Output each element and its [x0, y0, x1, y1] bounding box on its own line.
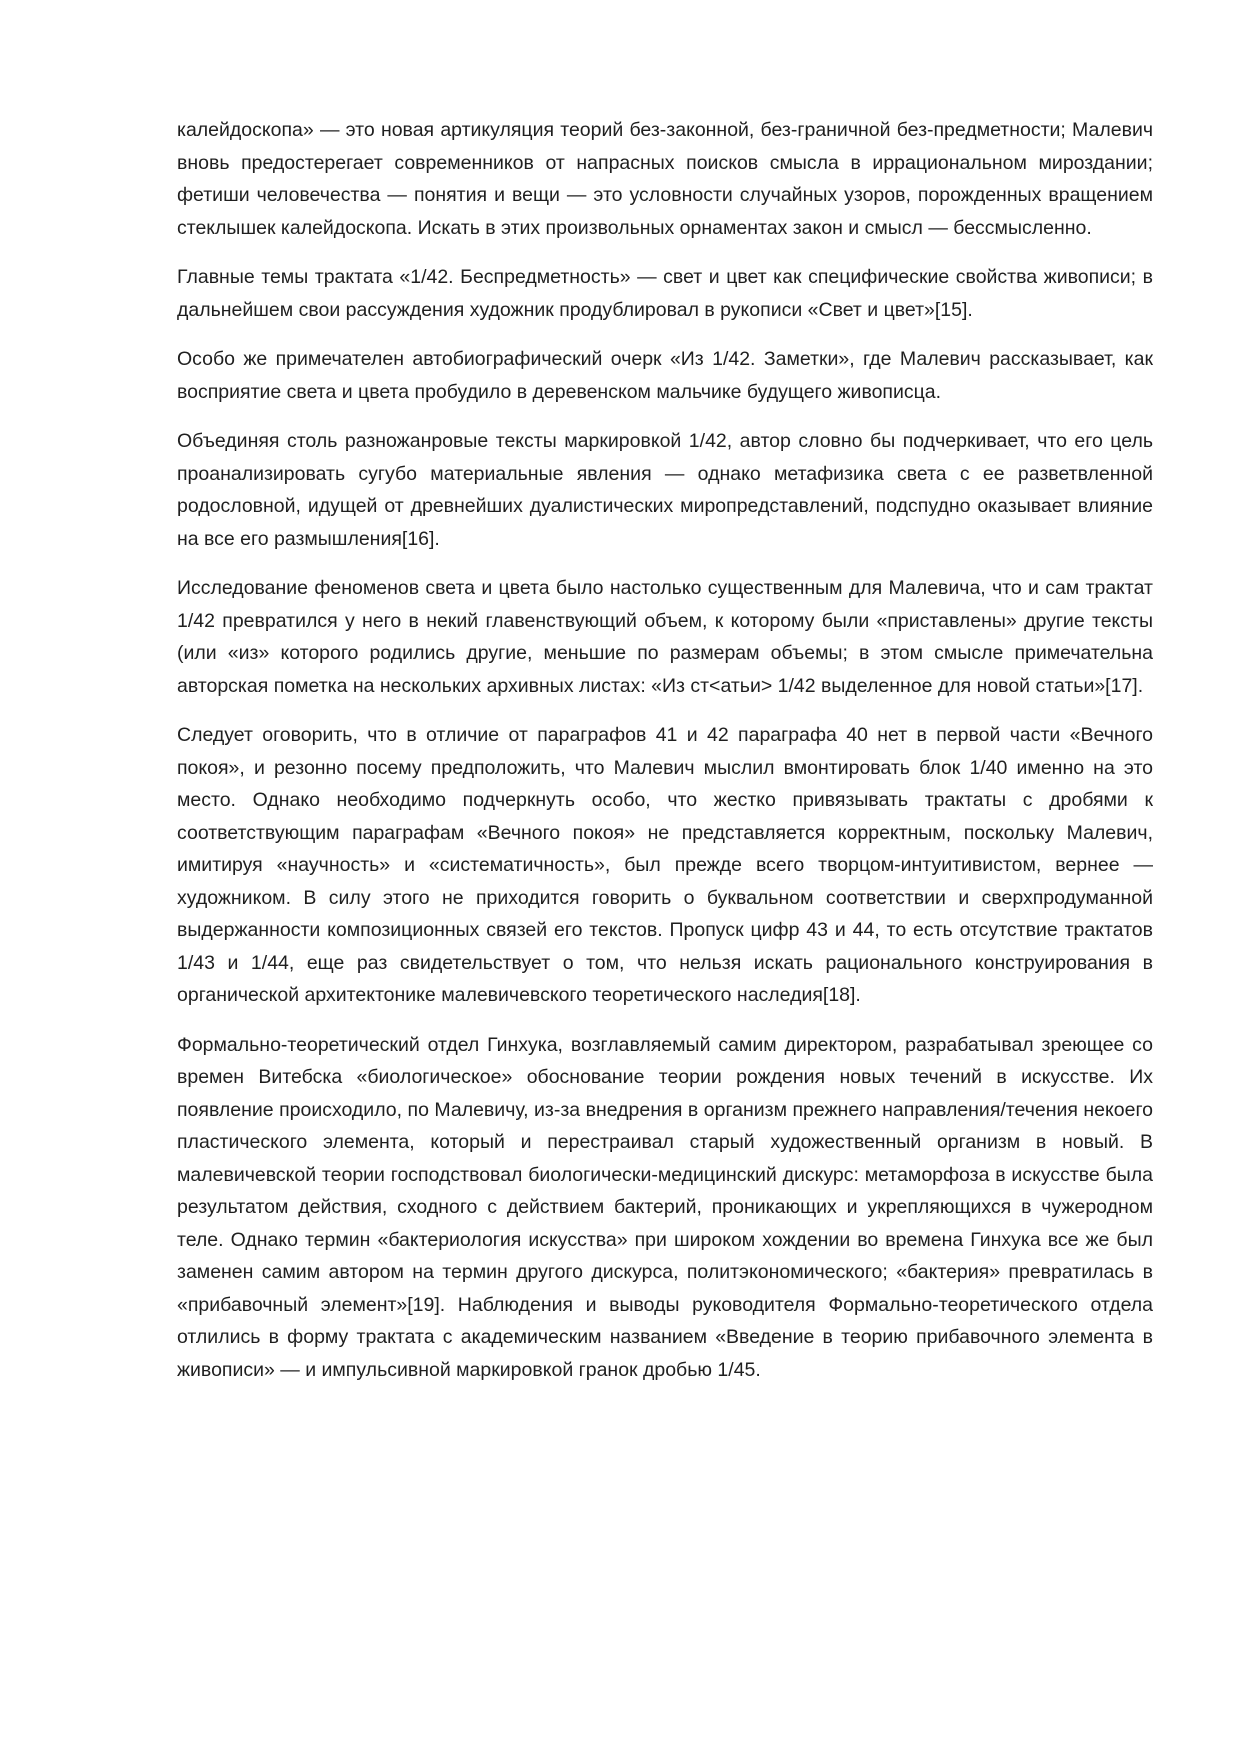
paragraph-7: Формально-теоретический отдел Гинхука, возглавляемый самим директором, разрабатывал зреющее со времен Витебска «биологическое» обоснование теории рождения новых течений в искусстве. Их появление происходило, по Малевичу, из-за внедрения в организм прежнего направления/течения некоего пластического элемента, который и перестраивал старый художественный организм в новый. В малевичевской теории господствовал биологически-медицинский дискурс: метаморфоза в искусстве была результатом действия, сходного с действием бактерий, проникающих и укрепляющихся в чужеродном теле. Однако термин «бактериология искусства» при широком хождении во времена Гинхука все же был заменен самим автором на термин другого дискурса, политэкономического; «бактерия» превратилась в «прибавочный элемент»[19]. Наблюдения и выводы руководителя Формально-теоретического отдела отлились в форму трактата с академическим названием «Введение в теорию прибавочного элемента в живописи» — и импульсивной маркировкой гранок дробью 1/45.	[177, 1033, 1153, 1381]
paragraph-3: Особо же примечателен автобиографический очерк «Из 1/42. Заметки», где Малевич рассказывает, как восприятие света и цвета пробудило в деревенском мальчике будущего живописца.	[177, 348, 1153, 403]
paragraph-2: Главные темы трактата «1/42. Беспредметность» — свет и цвет как специфические свойства живописи; в дальнейшем свои рассуждения художник продублировал в рукописи «Свет и цвет»[15].	[177, 266, 1153, 321]
paragraph-1: калейдоскопа» — это новая артикуляция теорий без-законной, без-граничной без-предметности; Малевич вновь предостерегает современников от напрасных поисков смысла в иррациональном мироздании; фетиши человечества — понятия и вещи — это условности случайных узоров, порожденных вращением стеклышек калейдоскопа. Искать в этих произвольных орнаментах закон и смысл — бессмысленно.	[177, 119, 1153, 239]
paragraph-6: Следует оговорить, что в отличие от параграфов 41 и 42 параграфа 40 нет в первой части «Вечного покоя», и резонно посему предположить, что Малевич мыслил вмонтировать блок 1/40 именно на это место. Однако необходимо подчеркнуть особо, что жестко привязывать трактаты с дробями к соответствующим параграфам «Вечного покоя» не представляется корректным, поскольку Малевич, имитируя «научность» и «систематичность», был прежде всего творцом-интуитивистом, вернее — художником. В силу этого не приходится говорить о буквальном соответствии и сверхпродуманной выдержанности композиционных связей его текстов. Пропуск цифр 43 и 44, то есть отсутствие трактатов 1/43 и 1/44, еще раз свидетельствует о том, что нельзя искать рационального конструирования в органической архитектонике малевичевского теоретического наследия[18].	[177, 724, 1153, 1006]
paragraph-5: Исследование феноменов света и цвета было настолько существенным для Малевича, что и сам трактат 1/42 превратился у него в некий главенствующий объем, к которому были «приставлены» другие тексты (или «из» которого родились другие, меньшие по размерам объемы; в этом смысле примечательна авторская пометка на нескольких архивных листах: «Из ст<атьи> 1/42 выделенное для новой статьи»[17].	[177, 577, 1153, 697]
paragraph-4: Объединяя столь разножанровые тексты маркировкой 1/42, автор словно бы подчеркивает, что его цель проанализировать сугубо материальные явления — однако метафизика света с ее разветвленной родословной, идущей от древнейших дуалистических миропредставлений, подспудно оказывает влияние на все его размышления[16].	[177, 430, 1153, 550]
body-text	[177, 114, 1153, 1403]
